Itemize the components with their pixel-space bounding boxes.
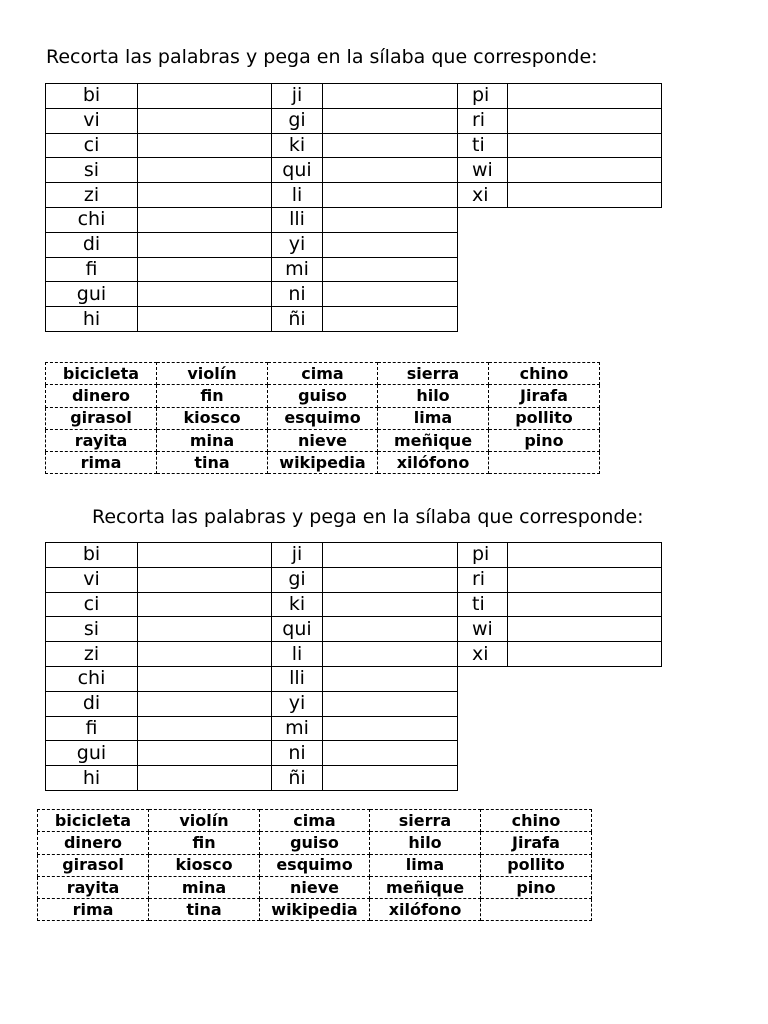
empty-area [458, 207, 508, 232]
word-cutout: bicicleta [46, 363, 157, 385]
word-cutout: mina [157, 429, 268, 451]
paste-slot [323, 183, 458, 208]
paste-slot [323, 766, 458, 791]
paste-slot [323, 133, 458, 158]
syllable-row [46, 691, 662, 716]
word-cutout: violín [157, 363, 268, 385]
syllable-label: chi [46, 666, 138, 691]
syllable-label: ñi [272, 307, 323, 332]
empty-area [458, 282, 508, 307]
syllable-label: si [46, 617, 138, 642]
word-cutout: sierra [378, 363, 489, 385]
empty-area [458, 666, 508, 691]
paste-slot [138, 543, 272, 568]
paste-slot [138, 257, 272, 282]
empty-area [458, 307, 508, 332]
paste-slot [508, 158, 662, 183]
word-cutout: mina [149, 876, 260, 898]
word-row [38, 899, 592, 921]
syllable-label: ri [458, 567, 508, 592]
word-cutout: nieve [260, 876, 370, 898]
syllable-label: zi [46, 642, 138, 667]
word-cutout: kiosco [149, 854, 260, 876]
paste-slot [138, 617, 272, 642]
paste-slot [508, 592, 662, 617]
paste-slot [323, 158, 458, 183]
word-cutout-table [37, 809, 592, 921]
empty-area [458, 232, 508, 257]
syllable-row [46, 84, 662, 109]
instruction-title: Recorta las palabras y pega en la sílaba que corresponde: [92, 506, 644, 528]
paste-slot [138, 642, 272, 667]
word-cutout: pollito [489, 407, 600, 429]
empty-area [508, 691, 662, 716]
syllable-row [46, 257, 662, 282]
word-row [46, 429, 600, 451]
paste-slot [138, 183, 272, 208]
syllable-row [46, 158, 662, 183]
word-row [46, 407, 600, 429]
syllable-row [46, 741, 662, 766]
word-cutout: cima [268, 363, 378, 385]
word-cutout: dinero [38, 832, 149, 854]
word-cutout: bicicleta [38, 810, 149, 832]
paste-slot [138, 691, 272, 716]
syllable-label: ji [272, 543, 323, 568]
syllable-label: gui [46, 741, 138, 766]
paste-slot [508, 183, 662, 208]
syllable-label: hi [46, 766, 138, 791]
word-cutout: chino [489, 363, 600, 385]
syllable-label: ti [458, 592, 508, 617]
word-row [38, 810, 592, 832]
paste-slot [323, 257, 458, 282]
word-cutout: guiso [268, 385, 378, 407]
paste-slot [323, 617, 458, 642]
word-cutout: pino [481, 876, 592, 898]
syllable-label: xi [458, 183, 508, 208]
syllable-label: vi [46, 567, 138, 592]
word-cutout: guiso [260, 832, 370, 854]
paste-slot [323, 592, 458, 617]
syllable-label: yi [272, 691, 323, 716]
word-cutout: rayita [46, 429, 157, 451]
syllable-label: qui [272, 617, 323, 642]
empty-area [458, 766, 508, 791]
paste-slot [138, 592, 272, 617]
word-cutout [489, 452, 600, 474]
paste-slot [323, 232, 458, 257]
syllable-row [46, 282, 662, 307]
paste-slot [138, 307, 272, 332]
word-row [46, 385, 600, 407]
word-cutout: xilófono [378, 452, 489, 474]
word-row [38, 876, 592, 898]
paste-slot [323, 666, 458, 691]
paste-slot [323, 642, 458, 667]
paste-slot [138, 741, 272, 766]
paste-slot [138, 716, 272, 741]
syllable-label: zi [46, 183, 138, 208]
syllable-label: wi [458, 158, 508, 183]
word-cutout: tina [149, 899, 260, 921]
word-cutout-table [45, 362, 600, 474]
word-cutout: Jirafa [489, 385, 600, 407]
paste-slot [138, 666, 272, 691]
syllable-label: xi [458, 642, 508, 667]
syllable-label: ñi [272, 766, 323, 791]
syllable-label: lli [272, 207, 323, 232]
syllable-label: li [272, 183, 323, 208]
word-cutout: dinero [46, 385, 157, 407]
word-cutout: meñique [370, 876, 481, 898]
empty-area [508, 307, 662, 332]
word-cutout: pollito [481, 854, 592, 876]
syllable-row [46, 183, 662, 208]
syllable-label: di [46, 691, 138, 716]
word-cutout: violín [149, 810, 260, 832]
paste-slot [323, 716, 458, 741]
paste-slot [508, 108, 662, 133]
word-cutout: sierra [370, 810, 481, 832]
syllable-label: vi [46, 108, 138, 133]
word-cutout: wikipedia [260, 899, 370, 921]
syllable-label: ci [46, 133, 138, 158]
word-cutout: meñique [378, 429, 489, 451]
syllable-label: pi [458, 543, 508, 568]
word-cutout: wikipedia [268, 452, 378, 474]
syllable-label: gui [46, 282, 138, 307]
paste-slot [508, 642, 662, 667]
syllable-label: bi [46, 84, 138, 109]
word-row [46, 363, 600, 385]
word-cutout: rima [46, 452, 157, 474]
paste-slot [138, 282, 272, 307]
paste-slot [323, 282, 458, 307]
word-row [46, 452, 600, 474]
syllable-label: ni [272, 282, 323, 307]
paste-slot [138, 207, 272, 232]
syllable-label: hi [46, 307, 138, 332]
empty-area [508, 741, 662, 766]
syllable-label: ci [46, 592, 138, 617]
word-cutout: esquimo [268, 407, 378, 429]
word-cutout: tina [157, 452, 268, 474]
paste-slot [323, 84, 458, 109]
paste-slot [323, 691, 458, 716]
empty-area [508, 207, 662, 232]
syllable-label: lli [272, 666, 323, 691]
paste-slot [508, 543, 662, 568]
empty-area [508, 257, 662, 282]
empty-area [458, 257, 508, 282]
syllable-label: ti [458, 133, 508, 158]
syllable-label: ki [272, 592, 323, 617]
syllable-label: yi [272, 232, 323, 257]
word-cutout: kiosco [157, 407, 268, 429]
empty-area [458, 716, 508, 741]
paste-slot [138, 158, 272, 183]
word-cutout [481, 899, 592, 921]
paste-slot [138, 84, 272, 109]
paste-slot [138, 567, 272, 592]
empty-area [508, 666, 662, 691]
syllable-label: wi [458, 617, 508, 642]
word-cutout: cima [260, 810, 370, 832]
paste-slot [138, 766, 272, 791]
word-cutout: xilófono [370, 899, 481, 921]
word-cutout: girasol [46, 407, 157, 429]
word-cutout: fin [157, 385, 268, 407]
syllable-label: si [46, 158, 138, 183]
paste-slot [138, 133, 272, 158]
word-cutout: lima [370, 854, 481, 876]
paste-slot [508, 567, 662, 592]
syllable-label: di [46, 232, 138, 257]
paste-slot [323, 207, 458, 232]
syllable-row [46, 108, 662, 133]
syllable-row [46, 543, 662, 568]
syllable-label: li [272, 642, 323, 667]
word-cutout: esquimo [260, 854, 370, 876]
paste-slot [323, 567, 458, 592]
word-cutout: hilo [378, 385, 489, 407]
syllable-row [46, 766, 662, 791]
instruction-title: Recorta las palabras y pega en la sílaba que corresponde: [46, 46, 598, 68]
syllable-label: ji [272, 84, 323, 109]
paste-slot [138, 232, 272, 257]
paste-slot [138, 108, 272, 133]
word-cutout: nieve [268, 429, 378, 451]
word-cutout: hilo [370, 832, 481, 854]
syllable-table [45, 83, 662, 332]
syllable-row [46, 207, 662, 232]
syllable-row [46, 232, 662, 257]
paste-slot [508, 617, 662, 642]
word-row [38, 832, 592, 854]
syllable-label: mi [272, 257, 323, 282]
word-row [38, 854, 592, 876]
paste-slot [508, 133, 662, 158]
syllable-label: mi [272, 716, 323, 741]
syllable-label: bi [46, 543, 138, 568]
word-cutout: pino [489, 429, 600, 451]
paste-slot [323, 543, 458, 568]
empty-area [508, 282, 662, 307]
word-cutout: fin [149, 832, 260, 854]
paste-slot [323, 741, 458, 766]
paste-slot [323, 108, 458, 133]
syllable-label: gi [272, 108, 323, 133]
syllable-label: pi [458, 84, 508, 109]
empty-area [508, 232, 662, 257]
word-cutout: chino [481, 810, 592, 832]
empty-area [458, 691, 508, 716]
syllable-label: chi [46, 207, 138, 232]
syllable-row [46, 307, 662, 332]
syllable-row [46, 617, 662, 642]
syllable-row [46, 642, 662, 667]
empty-area [508, 716, 662, 741]
syllable-row [46, 666, 662, 691]
syllable-table [45, 542, 662, 791]
empty-area [458, 741, 508, 766]
syllable-label: gi [272, 567, 323, 592]
word-cutout: lima [378, 407, 489, 429]
syllable-row [46, 592, 662, 617]
paste-slot [323, 307, 458, 332]
word-cutout: rima [38, 899, 149, 921]
syllable-label: ri [458, 108, 508, 133]
word-cutout: rayita [38, 876, 149, 898]
paste-slot [508, 84, 662, 109]
word-cutout: Jirafa [481, 832, 592, 854]
syllable-row [46, 567, 662, 592]
syllable-label: fi [46, 716, 138, 741]
word-cutout: girasol [38, 854, 149, 876]
syllable-label: qui [272, 158, 323, 183]
empty-area [508, 766, 662, 791]
syllable-row [46, 716, 662, 741]
syllable-row [46, 133, 662, 158]
syllable-label: fi [46, 257, 138, 282]
syllable-label: ki [272, 133, 323, 158]
syllable-label: ni [272, 741, 323, 766]
